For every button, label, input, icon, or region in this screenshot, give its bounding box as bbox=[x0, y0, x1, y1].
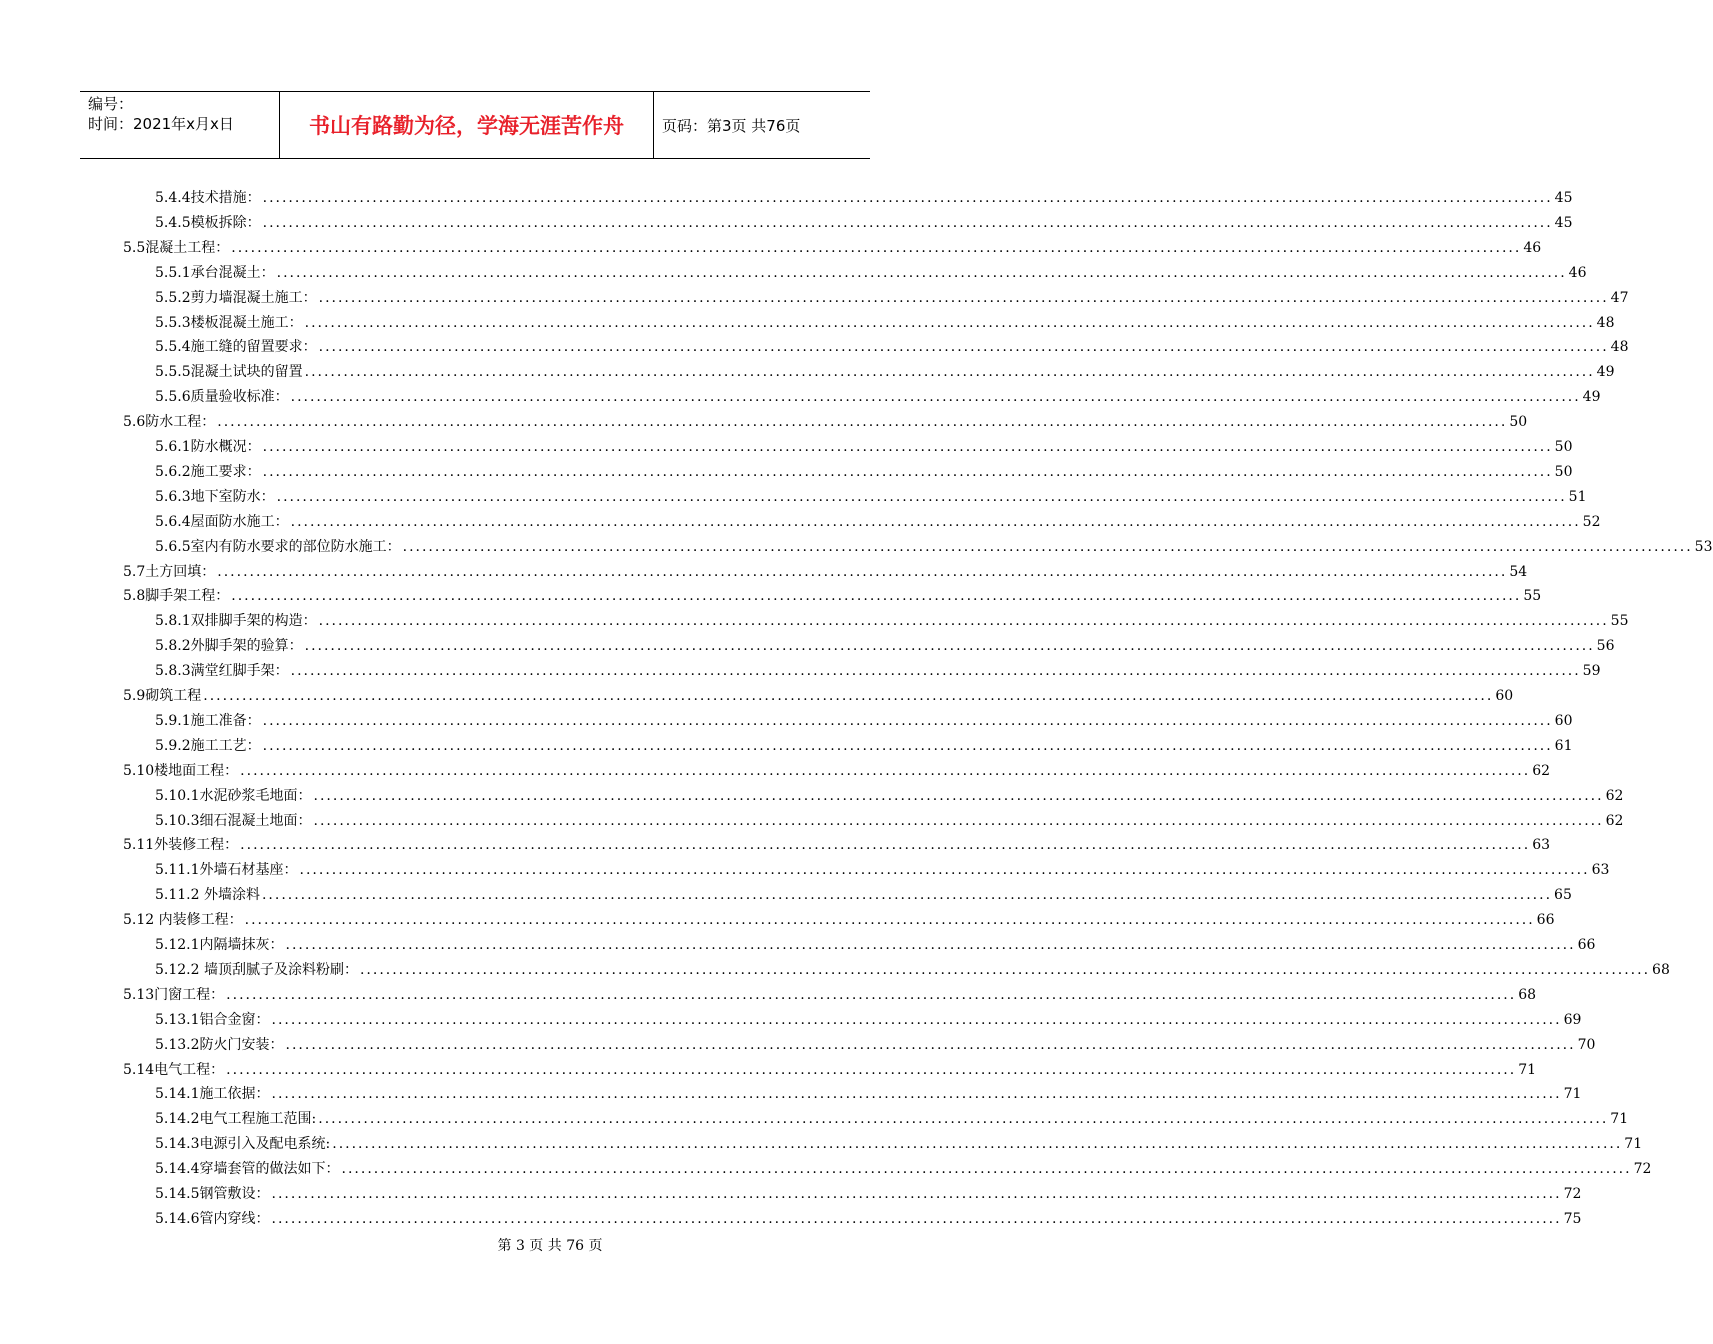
toc-leader-dots: ........................................................................................................................................................................................................ bbox=[271, 1210, 1562, 1227]
toc-entry[interactable] bbox=[155, 311, 1615, 336]
page-footer: 第 3 页 共 76 页 bbox=[497, 1238, 603, 1254]
toc-entry[interactable] bbox=[155, 510, 1601, 535]
toc-entry-label: 5.10.3细石混凝土地面： bbox=[155, 812, 312, 829]
toc-leader-dots: ........................................................................................................................................................................................................ bbox=[217, 414, 1508, 431]
toc-leader-dots: ........................................................................................................................................................................................................ bbox=[304, 314, 1595, 331]
toc-entry-page: 50 bbox=[1554, 463, 1573, 480]
toc-leader-dots: ........................................................................................................................................................................................................ bbox=[402, 538, 1693, 555]
document-number-label: 编号： bbox=[88, 95, 134, 113]
toc-leader-dots: ........................................................................................................................................................................................................ bbox=[226, 986, 1517, 1003]
toc-entry-label: 5.13.1铝合金窗： bbox=[155, 1011, 270, 1028]
toc-entry-page: 47 bbox=[1610, 289, 1629, 306]
toc-leader-dots: ........................................................................................................................................................................................................ bbox=[262, 463, 1553, 480]
toc-entry-page: 48 bbox=[1596, 314, 1615, 331]
toc-entry-page: 63 bbox=[1532, 837, 1551, 854]
toc-entry[interactable] bbox=[155, 261, 1587, 286]
toc-entry-label: 5.12.1内隔墙抹灰： bbox=[155, 937, 284, 953]
toc-entry-label: 5.14.2电气工程施工范围: bbox=[155, 1111, 317, 1128]
toc-leader-dots: ........................................................................................................................................................................................................ bbox=[276, 264, 1567, 281]
toc-entry[interactable] bbox=[155, 211, 1573, 236]
toc-entry-page: 69 bbox=[1563, 1011, 1582, 1028]
toc-entry[interactable] bbox=[155, 1132, 1643, 1157]
toc-leader-dots: ........................................................................................................................................................................................................ bbox=[271, 1086, 1562, 1103]
toc-entry-label: 5.6.1防水概况： bbox=[155, 439, 261, 455]
toc-entry-page: 62 bbox=[1605, 812, 1624, 829]
toc-leader-dots: ........................................................................................................................................................................................................ bbox=[318, 613, 1609, 630]
toc-entry-label: 5.8.1双排脚手架的构造： bbox=[155, 613, 317, 630]
toc-entry[interactable] bbox=[123, 410, 1528, 435]
toc-entry-page: 61 bbox=[1554, 737, 1573, 754]
toc-leader-dots: ........................................................................................................................................................................................................ bbox=[299, 862, 1590, 879]
toc-entry-label: 5.11.2 外墙涂料 bbox=[155, 887, 260, 904]
toc-entry[interactable] bbox=[155, 535, 1713, 560]
toc-leader-dots: ........................................................................................................................................................................................................ bbox=[285, 1036, 1576, 1053]
toc-entry-label: 5.13门窗工程： bbox=[123, 986, 225, 1003]
toc-leader-dots: ........................................................................................................................................................................................................ bbox=[290, 513, 1581, 530]
toc-leader-dots: ........................................................................................................................................................................................................ bbox=[203, 688, 1494, 704]
toc-entry-page: 68 bbox=[1652, 961, 1670, 978]
toc-leader-dots: ........................................................................................................................................................................................................ bbox=[290, 663, 1581, 680]
toc-entry-label: 5.14.5钢管敷设： bbox=[155, 1186, 270, 1202]
toc-entry-page: 66 bbox=[1536, 912, 1555, 929]
toc-entry-page: 48 bbox=[1610, 339, 1629, 356]
toc-entry[interactable] bbox=[155, 1033, 1596, 1058]
toc-entry-label: 5.11.1外墙石材基座： bbox=[155, 862, 298, 879]
toc-leader-dots: ........................................................................................................................................................................................................ bbox=[262, 737, 1553, 754]
toc-entry[interactable] bbox=[155, 858, 1610, 883]
toc-entry[interactable] bbox=[155, 335, 1629, 360]
toc-entry-label: 5.5.4施工缝的留置要求： bbox=[155, 339, 317, 356]
toc-entry-page: 70 bbox=[1577, 1036, 1596, 1053]
toc-entry[interactable] bbox=[123, 584, 1542, 609]
toc-entry-label: 5.12.2 墙顶刮腻子及涂料粉刷： bbox=[155, 961, 358, 978]
toc-leader-dots: ........................................................................................................................................................................................................ bbox=[318, 339, 1609, 356]
toc-entry-label: 5.6.2施工要求： bbox=[155, 463, 261, 480]
toc-entry-label: 5.5.1承台混凝土： bbox=[155, 264, 275, 281]
toc-entry[interactable] bbox=[155, 1107, 1629, 1132]
toc-leader-dots: ........................................................................................................................................................................................................ bbox=[341, 1161, 1632, 1178]
toc-entry-page: 63 bbox=[1591, 862, 1610, 879]
toc-entry[interactable] bbox=[123, 684, 1514, 709]
toc-entry[interactable] bbox=[155, 360, 1615, 385]
header-page-count: 页码：第3页 共76页 bbox=[662, 116, 801, 135]
toc-entry-label: 5.14.6管内穿线： bbox=[155, 1210, 270, 1227]
toc-entry-label: 5.12 内装修工程： bbox=[123, 912, 243, 929]
toc-leader-dots: ........................................................................................................................................................................................................ bbox=[231, 588, 1522, 605]
toc-entry-page: 60 bbox=[1495, 688, 1514, 704]
toc-entry-page: 71 bbox=[1610, 1111, 1629, 1128]
toc-entry-label: 5.4.4技术措施： bbox=[155, 190, 261, 206]
toc-entry-label: 5.14.3电源引入及配电系统: bbox=[155, 1136, 331, 1153]
toc-leader-dots: ........................................................................................................................................................................................................ bbox=[313, 787, 1604, 804]
toc-entry[interactable] bbox=[155, 784, 1624, 809]
toc-entry-page: 68 bbox=[1518, 986, 1537, 1003]
toc-leader-dots: ........................................................................................................................................................................................................ bbox=[262, 712, 1553, 729]
toc-entry-label: 5.13.2防火门安装： bbox=[155, 1036, 284, 1053]
toc-entry-page: 65 bbox=[1554, 887, 1572, 904]
toc-entry[interactable] bbox=[155, 435, 1573, 460]
toc-entry[interactable] bbox=[155, 286, 1629, 311]
toc-entry[interactable] bbox=[155, 1008, 1582, 1033]
toc-entry-page: 50 bbox=[1554, 439, 1573, 455]
toc-entry-label: 5.14.4穿墙套管的做法如下： bbox=[155, 1161, 340, 1178]
toc-entry-page: 55 bbox=[1610, 613, 1629, 630]
toc-leader-dots: ........................................................................................................................................................................................................ bbox=[262, 214, 1553, 231]
toc-leader-dots: ........................................................................................................................................................................................................ bbox=[276, 488, 1567, 505]
toc-entry-label: 5.9.1施工准备： bbox=[155, 712, 261, 729]
toc-entry-page: 45 bbox=[1554, 214, 1573, 231]
toc-leader-dots: ........................................................................................................................................................................................................ bbox=[318, 1111, 1609, 1128]
toc-leader-dots: ........................................................................................................................................................................................................ bbox=[261, 887, 1553, 904]
toc-entry[interactable] bbox=[155, 709, 1573, 734]
toc-entry[interactable] bbox=[123, 560, 1528, 585]
toc-leader-dots: ........................................................................................................................................................................................................ bbox=[285, 937, 1576, 953]
toc-entry-label: 5.9砌筑工程 bbox=[123, 688, 202, 704]
toc-entry-page: 66 bbox=[1577, 937, 1596, 953]
toc-leader-dots: ........................................................................................................................................................................................................ bbox=[262, 190, 1553, 206]
toc-leader-dots: ........................................................................................................................................................................................................ bbox=[240, 762, 1531, 779]
toc-leader-dots: ........................................................................................................................................................................................................ bbox=[271, 1011, 1562, 1028]
toc-leader-dots: ........................................................................................................................................................................................................ bbox=[332, 1136, 1623, 1153]
toc-entry-page: 51 bbox=[1568, 488, 1587, 505]
toc-entry-page: 54 bbox=[1509, 563, 1528, 580]
toc-entry-label: 5.6防水工程： bbox=[123, 414, 216, 431]
toc-entry-label: 5.5混凝土工程： bbox=[123, 239, 230, 256]
toc-entry-label: 5.14.1施工依据： bbox=[155, 1086, 270, 1103]
toc-entry[interactable] bbox=[155, 734, 1573, 759]
toc-entry-page: 59 bbox=[1582, 663, 1601, 680]
toc-entry-label: 5.14电气工程： bbox=[123, 1061, 225, 1078]
toc-entry-page: 52 bbox=[1582, 513, 1601, 530]
toc-entry[interactable] bbox=[123, 833, 1551, 858]
toc-entry[interactable] bbox=[155, 809, 1624, 834]
toc-entry-label: 5.5.2剪力墙混凝土施工： bbox=[155, 289, 317, 306]
toc-leader-dots: ........................................................................................................................................................................................................ bbox=[271, 1186, 1562, 1202]
toc-leader-dots: ........................................................................................................................................................................................................ bbox=[290, 389, 1581, 406]
toc-entry-label: 5.5.3楼板混凝土施工： bbox=[155, 314, 303, 331]
toc-entry-label: 5.4.5模板拆除： bbox=[155, 214, 261, 231]
toc-entry[interactable] bbox=[155, 883, 1572, 908]
toc-entry-page: 49 bbox=[1596, 364, 1615, 381]
toc-entry[interactable] bbox=[155, 1182, 1582, 1207]
toc-leader-dots: ........................................................................................................................................................................................................ bbox=[226, 1061, 1517, 1078]
toc-entry[interactable] bbox=[155, 485, 1587, 510]
toc-entry-page: 55 bbox=[1523, 588, 1542, 605]
toc-entry[interactable] bbox=[155, 186, 1573, 211]
toc-entry[interactable] bbox=[155, 933, 1596, 958]
toc-entry[interactable] bbox=[155, 634, 1615, 659]
toc-entry[interactable] bbox=[155, 609, 1629, 634]
toc-entry-page: 72 bbox=[1563, 1186, 1582, 1202]
toc-entry[interactable] bbox=[123, 759, 1551, 784]
toc-entry-label: 5.6.4屋面防水施工： bbox=[155, 513, 289, 530]
toc-entry[interactable] bbox=[123, 908, 1555, 933]
toc-entry-label: 5.8脚手架工程： bbox=[123, 588, 230, 605]
toc-entry-page: 46 bbox=[1568, 264, 1587, 281]
toc-entry[interactable] bbox=[155, 460, 1573, 485]
document-date-label: 时间：2021年x月x日 bbox=[88, 115, 234, 133]
toc-leader-dots: ........................................................................................................................................................................................................ bbox=[217, 563, 1508, 580]
toc-leader-dots: ........................................................................................................................................................................................................ bbox=[359, 961, 1651, 978]
toc-entry-page: 56 bbox=[1596, 638, 1615, 655]
toc-leader-dots: ........................................................................................................................................................................................................ bbox=[240, 837, 1531, 854]
toc-entry-page: 71 bbox=[1563, 1086, 1582, 1103]
toc-entry[interactable] bbox=[155, 1157, 1652, 1182]
toc-leader-dots: ........................................................................................................................................................................................................ bbox=[262, 439, 1553, 455]
toc-entry-page: 50 bbox=[1509, 414, 1528, 431]
toc-entry-label: 5.8.2外脚手架的验算： bbox=[155, 638, 303, 655]
toc-entry-label: 5.10楼地面工程： bbox=[123, 762, 239, 779]
toc-entry-label: 5.8.3满堂红脚手架： bbox=[155, 663, 289, 680]
toc-entry-page: 71 bbox=[1624, 1136, 1643, 1153]
toc-leader-dots: ........................................................................................................................................................................................................ bbox=[231, 239, 1522, 256]
toc-entry-page: 46 bbox=[1523, 239, 1542, 256]
header-meta bbox=[80, 92, 280, 158]
toc-entry-label: 5.5.6质量验收标准： bbox=[155, 389, 289, 406]
toc-entry[interactable] bbox=[123, 236, 1542, 261]
toc-entry-page: 62 bbox=[1532, 762, 1551, 779]
header-motto: 书山有路勤为径，学海无涯苦作舟 bbox=[280, 92, 654, 158]
toc-entry-label: 5.6.5室内有防水要求的部位防水施工： bbox=[155, 538, 401, 555]
toc-entry[interactable] bbox=[155, 1207, 1582, 1232]
toc-leader-dots: ........................................................................................................................................................................................................ bbox=[304, 638, 1595, 655]
toc-entry[interactable] bbox=[123, 983, 1537, 1008]
toc-entry-page: 62 bbox=[1605, 787, 1624, 804]
toc-entry-label: 5.11外装修工程： bbox=[123, 837, 239, 854]
toc-entry-label: 5.9.2施工工艺： bbox=[155, 737, 261, 754]
toc-leader-dots: ........................................................................................................................................................................................................ bbox=[244, 912, 1535, 929]
toc-entry[interactable] bbox=[155, 659, 1601, 684]
toc-leader-dots: ........................................................................................................................................................................................................ bbox=[304, 364, 1595, 381]
toc-entry-label: 5.7土方回填： bbox=[123, 563, 216, 580]
toc-entry-page: 53 bbox=[1694, 538, 1713, 555]
toc-entry-page: 45 bbox=[1554, 190, 1573, 206]
toc-entry-page: 75 bbox=[1563, 1210, 1582, 1227]
toc-entry-page: 72 bbox=[1633, 1161, 1652, 1178]
toc-entry[interactable] bbox=[123, 1058, 1537, 1083]
toc-entry[interactable] bbox=[155, 385, 1601, 410]
toc-leader-dots: ........................................................................................................................................................................................................ bbox=[318, 289, 1609, 306]
toc-entry-page: 71 bbox=[1518, 1061, 1537, 1078]
toc-entry[interactable] bbox=[155, 958, 1670, 983]
toc-entry-page: 49 bbox=[1582, 389, 1601, 406]
toc-entry-label: 5.10.1水泥砂浆毛地面： bbox=[155, 787, 312, 804]
toc-leader-dots: ........................................................................................................................................................................................................ bbox=[313, 812, 1604, 829]
page-header bbox=[80, 91, 870, 159]
toc-entry-label: 5.5.5混凝土试块的留置 bbox=[155, 364, 303, 381]
toc-entry[interactable] bbox=[155, 1082, 1582, 1107]
toc-entry-label: 5.6.3地下室防水： bbox=[155, 488, 275, 505]
toc-entry-page: 60 bbox=[1554, 712, 1573, 729]
